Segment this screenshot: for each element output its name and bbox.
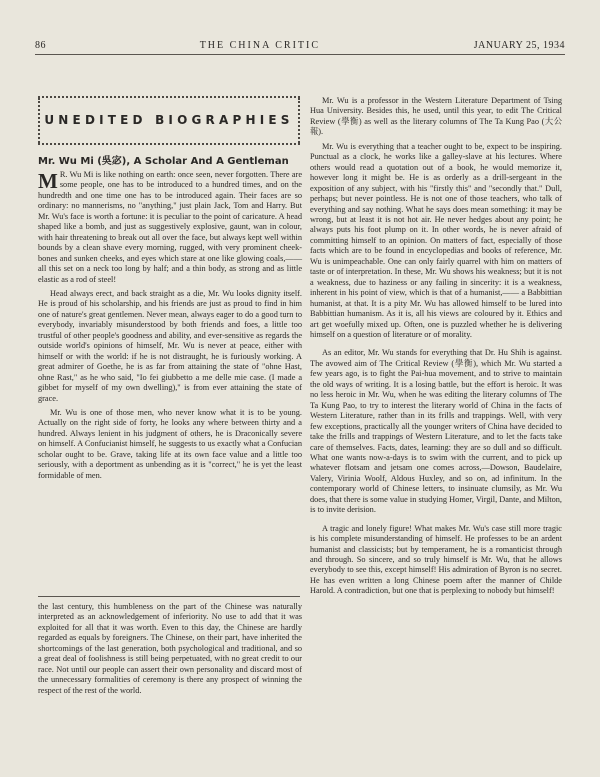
- header-rule: [35, 54, 565, 55]
- paragraph: Mr. Wu is everything that a teacher ought to be, expect to be inspiring. Punctual as a clock, he works like a galley-slave at his lectures. Where others would read a quotation out of a book, he would memorize it, however long it might be. He is as orderly as a drill-sergeant in the exposition of any subject, with his "firstly this" and "secondly that." Dull, perhaps; but never pointless. He is not one of those teachers, who talk of everything and say nothing. What he says does mean something: it may be wrong, but at least it is not hot air. He never hedges about any point; he always puts his foot plump on it. In other words, he is never afraid of committing himself to an opinion. On matters of fact, especially of those facts which are to be found in encyclopedias and books of reference, Mr. Wu is unimpeachable. One can only fairly quarrel with him on matters of taste or of interpretation. In these, Mr. Wu shows his weakness; but it is not a weakness, due to haziness or any failing in sincerity: it is a weakness, inherent in his point of view, which is that of a humanist,—— a Babbittian humanist, at that. It is a pity Mr. Wu has allowed himself to be lured into Babbittian humanism. As it is, all his views are coloured by it. Ethics and art get woefully mixed up. Often, one is puzzled whether he is delivering himself on a question of literature or of morality.: [310, 141, 562, 339]
- paragraph: A tragic and lonely figure! What makes Mr. Wu's case still more tragic is his complete misunderstanding of himself. He professes to be an ardent humanist and classicists; but by temperament, he is a romanticist through and through. So sincere, and so truly himself is Mr. Wu, that he allows everybody to see this, except himself! His admiration of Byron is no secret. He has even written a long Chinese poem after the manner of Childe Harold. A contradiction, but one that is perplexing to nobody but himself!: [310, 523, 562, 596]
- issue-date: JANUARY 25, 1934: [473, 40, 565, 51]
- paragraph: Mr. Wu is one of those men, who never know what it is to be young. Actually on the right side of forty, he looks any where between thirty and a hundred. Always lenient in his judgment of others, he is Draconically severe on himself. A Confucianist himself, he suggests to us exactly what a Confucian scholar ought to be. Grave, taking life at its own face value and a little too seriously, with a deportment as unbending as it is "correct," he is yet the least formidable of men.: [38, 407, 302, 480]
- paragraph: the last century, this humbleness on the part of the Chinese was naturally interpreted as an acknowledgement of inferiority. No use to add that it was exploited for all that it was worth. Even to this day, the Chinese are hardly regarded as equals by foreigners. The Chinese, on their part, have inherited the shortcomings of the last generation, both psychological and traditional, and so a great deal of foolishness is still being perpetuated, with no great credit to our race. Not until our people can assert their own personality and discard most of the unnecessary formalities of ceremony is there any prospect of winning the respect of the rest of the world.: [38, 602, 302, 695]
- right-column: [310, 96, 562, 601]
- column-section-rule: [38, 596, 300, 597]
- page-number: 86: [35, 40, 46, 51]
- section-banner-text: UNEDITED BIOGRAPHIES: [44, 113, 294, 127]
- paragraph: As an editor, Mr. Wu stands for everything that Dr. Hu Shih is against. The avowed aim of The Critical Review (學衡), which Mr. Wu started a few years ago, is to fight the Pai-hua movement, and to strive to maintain the old ways of writing. It is a losing battle, but the effort is heroic. It was no less heroic in Mr. Wu, when he was editing the literary columns of The Ta Kung Pao, to try to interest the literary world of China in the facts of Western Literature, rather than in its frills and trappings. Well, with very few exceptions, practically all the younger writers of China have decided to take the frills and trappings of Western Literature, and to let the facts take care of themselves. Facts, dates, learning: they are so dull and so difficult. What one wants now-a-days is to swim with the current, and to pick up whatever flotsam and jetsam one comes across,—Dowson, Baudelaire, Valery, Virinia Woolf, Aldous Huxley, and so on, ad infinitum. In the contemporary world of Chinese letters, to insinuate clumsily, as Mr. Wu does, that there is some value in studying Homer, Virgil, Dante, and Milton, is to invite derision.: [310, 348, 562, 515]
- running-head: [35, 40, 565, 51]
- publication-title: THE CHINA CRITIC: [199, 40, 321, 51]
- paragraph: M R. Wu Mi is like nothing on earth: once seen, never forgotten. There are some people, one has to be introduced to a hundred times, and on the hundredth and one time one has to be introduced again. Their faces are so ordinary: no mannerisms, no "anything," just plain Jack, Tom and Harry. But Mr. Wu's face is worth a fortune: it is peculiar to the point of caricature. A head shaped like a bomb, and just as suggestively explosive, gaunt, wan in colour, with hair threatening to break out all over the face, but always kept well within bounds by a clean shave every morning, rugged, with very prominent cheek-bones and sunken cheeks, and eyes which stare at one like glowing coals,——all this set on a neck too long by half; and a thin body, as strong and as little elastic as a rod of steel!: [38, 169, 302, 284]
- section-banner: [38, 96, 300, 145]
- left-column: [38, 170, 302, 485]
- paragraph: Mr. Wu is a professor in the Western Literature Department of Tsing Hua University. Besides this, he used, until this year, to edit The Critical Review (學衡) as well as the literary columns of The Ta Kung Pao (大公報).: [310, 96, 562, 137]
- article-title: Mr. Wu Mi (吳宓), A Scholar And A Gentleman: [38, 156, 289, 167]
- drop-cap: M: [38, 169, 58, 193]
- left-column-continuation: [38, 602, 302, 696]
- paragraph: Head always erect, and back straight as a die, Mr. Wu looks dignity itself. He is proud of his scholarship, and his friends are just as proud to find in him one of nature's great gentlemen. Never mean, always eager to do a good turn to everybody, invariably misunderstood by both friends and foes, a little too trustful of other people's goodness and ability, and ever-sensitive as regards the outside world's opinions of himself, Mr. Wu is never at peace, either with himself or with the world: if he is not distraught, he is furiously working. A great admirer of Goethe, he is as far from attaining the state of "ohne Hast, ohne Rast," as he who said, "Io fei giubbetto a me delle mie case. (I made a gibbet for myself of my own dwelling)," is from ever attaining the state of grace.: [38, 288, 302, 403]
